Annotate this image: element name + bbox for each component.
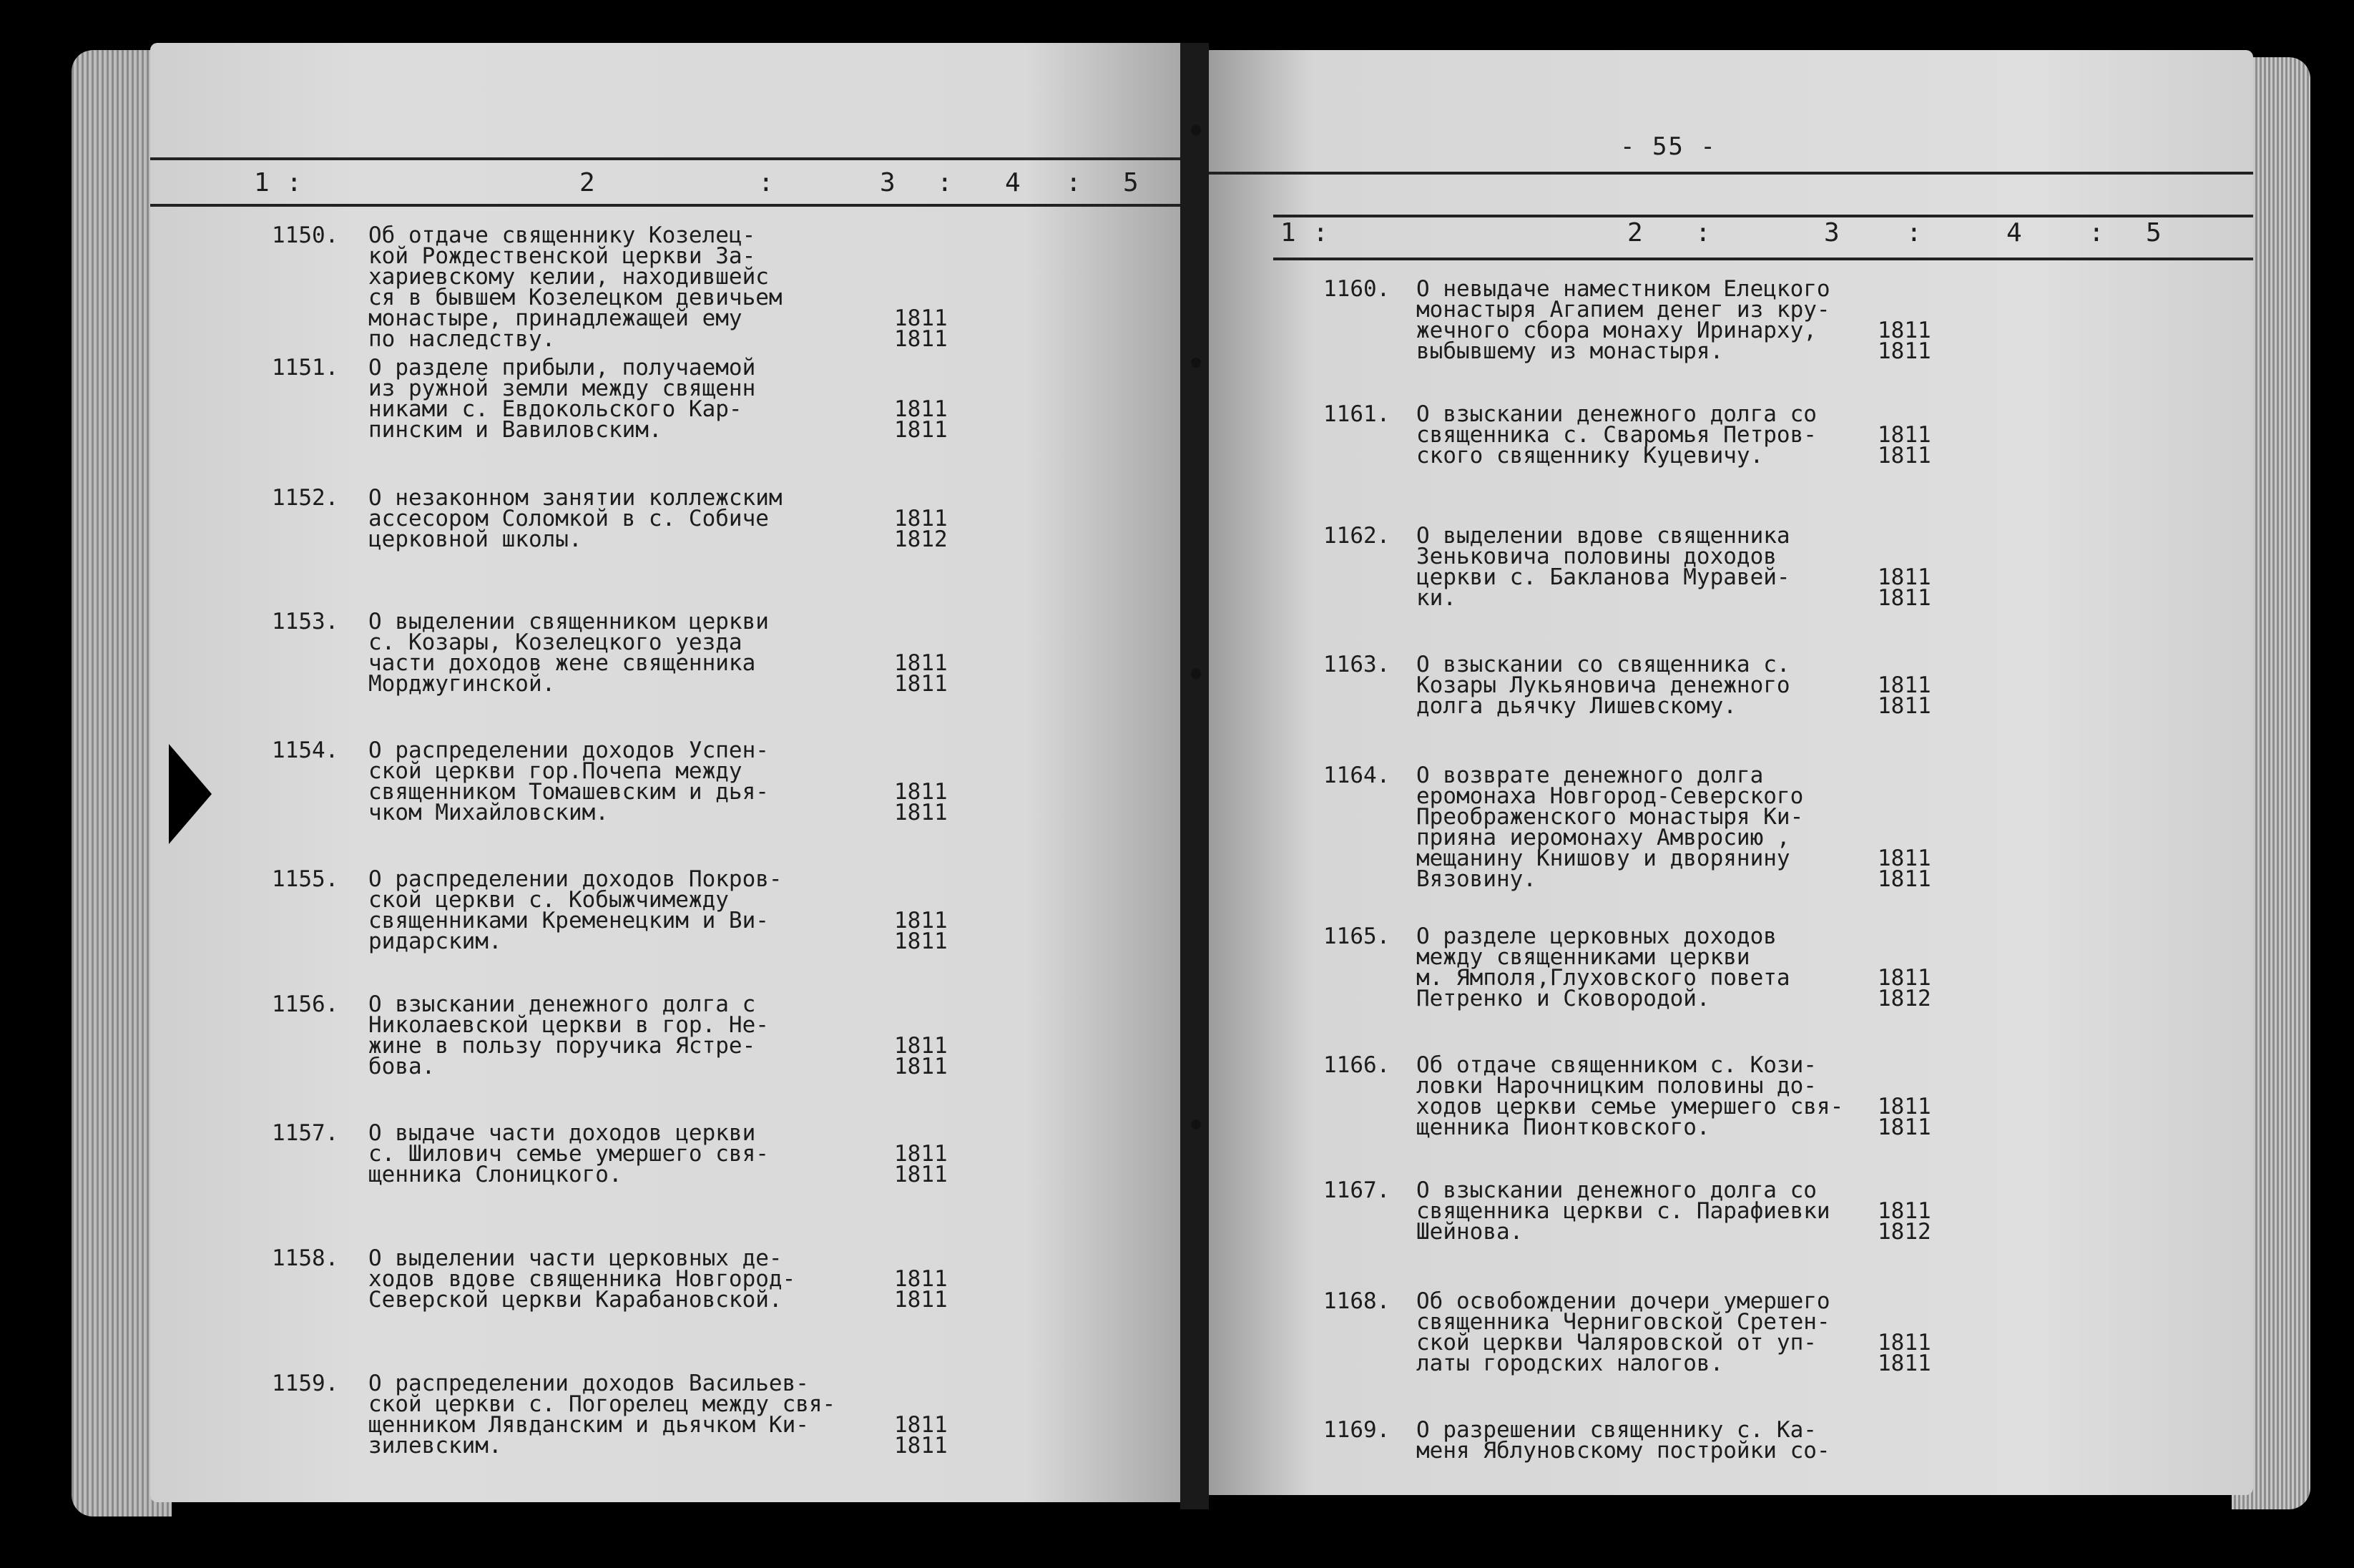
entry-years — [894, 396, 948, 443]
entry-years — [894, 1033, 948, 1079]
entry-line: О взыскании со священника с. — [1416, 652, 1790, 677]
entry-line: ловки Нарочницким половины до- — [1416, 1073, 1817, 1099]
entry-line: Северской церкви Карабановской. — [368, 1287, 783, 1313]
entry-line: О выделении части церковных де- — [368, 1245, 783, 1271]
entry-years — [894, 305, 948, 352]
col-5-header: 5 — [1123, 168, 1139, 197]
entry-line: О распределении доходов Покров- — [368, 866, 783, 892]
entry-years — [894, 1266, 948, 1313]
entry-years — [894, 506, 948, 552]
year-start: 1811 — [1878, 318, 1931, 343]
entry-number: 1154. — [272, 738, 339, 763]
binding-hole — [1191, 125, 1201, 135]
entry-line: меня Яблуновскому постройки со- — [1416, 1438, 1830, 1464]
entry-number: 1156. — [272, 991, 339, 1017]
entry-line: Шейнова. — [1416, 1219, 1524, 1245]
entry-line: О разрешении священнику с. Ка- — [1416, 1417, 1817, 1443]
year-end: 1811 — [894, 800, 948, 825]
col-4-header: 4 — [1005, 168, 1021, 197]
entry-number: 1160. — [1323, 276, 1391, 302]
entry-line: О незаконном занятии коллежским — [368, 485, 783, 511]
right-page — [1209, 50, 2253, 1495]
entry-line: ской церкви Чаляровской от уп- — [1416, 1330, 1817, 1356]
entry-description — [1416, 1417, 1830, 1464]
entry-line: О выделении вдове священника — [1416, 523, 1790, 549]
entry-number: 1162. — [1323, 523, 1391, 549]
year-end: 1811 — [1878, 866, 1931, 892]
entry-years — [1878, 422, 1931, 469]
entry-line: м. Ямполя,Глуховского повета — [1416, 965, 1790, 991]
col-5-header: 5 — [2146, 218, 2162, 248]
entry-number: 1159. — [272, 1371, 339, 1396]
binding-hole — [1191, 358, 1201, 368]
entry-line: ходов церкви семье умершего свя- — [1416, 1094, 1844, 1119]
year-start: 1811 — [1878, 672, 1931, 698]
year-start: 1811 — [1878, 1198, 1931, 1224]
entry-description — [368, 866, 783, 954]
year-start: 1811 — [894, 1141, 948, 1167]
entry-description — [1416, 1288, 1830, 1376]
year-end: 1812 — [894, 526, 948, 552]
year-start: 1811 — [1878, 965, 1931, 991]
year-start: 1811 — [894, 1412, 948, 1438]
year-start: 1811 — [1878, 564, 1931, 590]
year-end: 1811 — [894, 326, 948, 352]
entry-description — [1416, 276, 1830, 364]
entry-line: долга дьячку Лишевскому. — [1416, 693, 1737, 719]
entry-line: прияна иеромонаху Амвросию , — [1416, 825, 1790, 851]
year-start: 1811 — [894, 779, 948, 805]
entry-line: священниками Кременецким и Ви- — [368, 908, 769, 934]
entry-line: О распределении доходов Васильев- — [368, 1371, 809, 1396]
entry-description — [368, 740, 769, 823]
entry-description — [368, 609, 769, 697]
entry-years — [1878, 1198, 1931, 1245]
entry-number: 1164. — [1323, 763, 1391, 788]
entry-line: О разделе прибыли, получаемой — [368, 355, 756, 381]
entry-line: мещанину Книшову и дворянину — [1416, 846, 1790, 871]
entry-line: ходов вдове священника Новгород- — [368, 1266, 796, 1292]
entry-line: О взыскании денежного долга с — [368, 991, 756, 1017]
year-start: 1811 — [1878, 1330, 1931, 1356]
shadow-wedge — [169, 744, 212, 844]
entry-number: 1158. — [272, 1245, 339, 1271]
entry-description — [1416, 765, 1803, 890]
entry-number: 1161. — [1323, 401, 1391, 427]
entry-line: бова. — [368, 1054, 436, 1079]
year-end: 1811 — [894, 1054, 948, 1079]
header-rule-top — [150, 157, 1180, 160]
entry-line: с. Козары, Козелецкого уезда — [368, 629, 742, 655]
entry-number: 1165. — [1323, 923, 1391, 949]
year-end: 1811 — [894, 1162, 948, 1187]
entry-number: 1163. — [1323, 652, 1391, 677]
entry-line: Морджугинской. — [368, 671, 556, 697]
entry-line: О выделении священником церкви — [368, 609, 769, 634]
entry-description — [1416, 652, 1790, 719]
entry-line: О возврате денежного долга — [1416, 763, 1764, 788]
book-gutter — [1180, 43, 1209, 1509]
col-1-header: 1 : — [254, 168, 303, 197]
col-2-header: 2 — [579, 168, 596, 197]
year-end: 1811 — [894, 671, 948, 697]
entry-line: Об отдаче священнику Козелец- — [368, 222, 756, 248]
entry-number: 1168. — [1323, 1288, 1391, 1314]
entry-years — [1878, 1094, 1931, 1140]
year-start: 1811 — [894, 305, 948, 331]
entry-number: 1151. — [272, 355, 339, 381]
col-3-header: 3 — [880, 168, 896, 197]
entry-line: с. Шилович семье умершего свя- — [368, 1141, 769, 1167]
entry-number: 1166. — [1323, 1052, 1391, 1078]
entry-description — [368, 355, 756, 443]
entry-line: между священниками церкви — [1416, 944, 1750, 970]
year-start: 1811 — [894, 1266, 948, 1292]
entry-years — [1878, 672, 1931, 719]
col-sep: : — [1066, 168, 1082, 197]
entry-line: хариевскому келии, находившейс — [368, 264, 769, 290]
entry-years — [894, 650, 948, 697]
col-2-header: 2 — [1627, 218, 1644, 248]
entry-line: ской церкви гор.Почепа между — [368, 758, 742, 784]
header-rule-bottom — [1273, 258, 2253, 260]
entry-years — [894, 908, 948, 954]
entry-line: священника Черниговской Сретен- — [1416, 1309, 1830, 1335]
entry-line: ассесором Соломкой в с. Собиче — [368, 506, 769, 531]
entry-description — [1416, 401, 1817, 469]
entry-line: латы городских налогов. — [1416, 1351, 1724, 1376]
year-end: 1811 — [894, 417, 948, 443]
year-end: 1811 — [894, 1287, 948, 1313]
entry-years — [894, 779, 948, 825]
entry-years — [894, 1141, 948, 1187]
entry-line: церкви с. Бакланова Муравей- — [1416, 564, 1790, 590]
binding-hole — [1191, 1119, 1201, 1130]
entry-line: выбывшему из монастыря. — [1416, 338, 1724, 364]
header-rule-mid — [1273, 215, 2253, 217]
entry-line: ской церкви с. Кобыжчимежду — [368, 887, 729, 913]
year-end: 1812 — [1878, 986, 1931, 1011]
entry-number: 1157. — [272, 1120, 339, 1146]
entry-description — [368, 222, 783, 352]
year-start: 1811 — [1878, 846, 1931, 871]
entry-line: зилевским. — [368, 1433, 502, 1459]
entry-years — [1878, 965, 1931, 1011]
entry-years — [1878, 320, 1931, 362]
col-sep: : — [758, 168, 775, 197]
entry-line: О взыскании денежного долга со — [1416, 1177, 1817, 1203]
entry-description — [368, 1371, 836, 1459]
entry-line: жечного сбора монаху Иринарху, — [1416, 318, 1817, 343]
year-start: 1811 — [1878, 1094, 1931, 1119]
year-end: 1811 — [1878, 1351, 1931, 1376]
left-page — [150, 43, 1180, 1502]
entry-number: 1169. — [1323, 1417, 1391, 1443]
entry-line: по наследству. — [368, 326, 556, 352]
entry-number: 1167. — [1323, 1177, 1391, 1203]
year-start: 1811 — [894, 396, 948, 422]
year-end: 1811 — [1878, 1114, 1931, 1140]
entry-description — [368, 1245, 796, 1313]
col-sep: : — [1695, 218, 1712, 248]
col-sep: : — [937, 168, 953, 197]
entry-line: ского священнику Куцевичу. — [1416, 443, 1764, 469]
entry-line: священником Томашевским и дья- — [368, 779, 769, 805]
year-end: 1811 — [1878, 693, 1931, 719]
entry-years — [894, 1412, 948, 1459]
entry-line: Петренко и Сковородой. — [1416, 986, 1710, 1011]
entry-line: Зеньковича половины доходов — [1416, 544, 1777, 569]
col-3-header: 3 — [1824, 218, 1840, 248]
entry-line: ридарским. — [368, 928, 502, 954]
entry-years — [1878, 564, 1931, 611]
entry-description — [1416, 523, 1790, 611]
binding-hole — [1191, 669, 1201, 679]
entry-line: чком Михайловским. — [368, 800, 609, 825]
entry-line: ся в бывшем Козелецком девичьем — [368, 285, 783, 310]
year-start: 1811 — [894, 650, 948, 676]
entry-line: церковной школы. — [368, 526, 582, 552]
entry-number: 1153. — [272, 609, 339, 634]
entry-line: О распределении доходов Успен- — [368, 738, 769, 763]
col-sep: : — [2089, 218, 2105, 248]
year-start: 1811 — [894, 1033, 948, 1059]
entry-line: священника церкви с. Парафиевки — [1416, 1198, 1830, 1224]
year-start: 1811 — [894, 506, 948, 531]
year-end: 1811 — [894, 1433, 948, 1459]
entry-description — [1416, 923, 1790, 1011]
entry-line: монастыре, принадлежащей ему — [368, 305, 742, 331]
year-end: 1811 — [1878, 443, 1931, 469]
entry-description — [1416, 1177, 1830, 1245]
entry-line: из ружной земли между священн — [368, 376, 756, 401]
entry-line: Об отдаче священником с. Кози- — [1416, 1052, 1817, 1078]
entry-description — [368, 1120, 769, 1187]
entry-line: О разделе церковных доходов — [1416, 923, 1777, 949]
year-end: 1811 — [1878, 585, 1931, 611]
entry-line: Преображенского монастыря Ки- — [1416, 804, 1804, 830]
entry-line: ской церкви с. Погорелец между свя- — [368, 1391, 836, 1417]
entry-line: пинским и Вавиловским. — [368, 417, 662, 443]
entry-line: кой Рождественской церкви За- — [368, 243, 756, 269]
header-rule-bottom — [150, 204, 1180, 207]
entry-years — [1878, 1330, 1931, 1376]
col-1-header: 1 : — [1280, 218, 1330, 248]
entry-line: Об освобождении дочери умершего — [1416, 1288, 1830, 1314]
entry-line: щенника Пионтковского. — [1416, 1114, 1710, 1140]
year-end: 1812 — [1878, 1219, 1931, 1245]
entry-line: Козары Лукьяновича денежного — [1416, 672, 1790, 698]
entry-line: части доходов жене священника — [368, 650, 756, 676]
right-page-number: - 55 - — [1620, 132, 1717, 161]
entry-number: 1150. — [272, 222, 339, 248]
entry-line: еромонаха Новгород-Северского — [1416, 783, 1804, 809]
entry-line: О выдаче части доходов церкви — [368, 1120, 756, 1146]
col-4-header: 4 — [2006, 218, 2023, 248]
entry-number: 1155. — [272, 866, 339, 892]
entry-years — [1878, 848, 1931, 890]
entry-line: Николаевской церкви в гор. Не- — [368, 1012, 769, 1038]
year-start: 1811 — [894, 908, 948, 934]
entry-number: 1152. — [272, 485, 339, 511]
year-start: 1811 — [1878, 422, 1931, 448]
entry-description — [1416, 1052, 1844, 1140]
entry-line: жине в пользу поручика Ястре- — [368, 1033, 756, 1059]
year-end: 1811 — [894, 928, 948, 954]
entry-line: О невыдаче наместником Елецкого — [1416, 276, 1830, 302]
entry-line: ки. — [1416, 585, 1456, 611]
entry-line: О взыскании денежного долга со — [1416, 401, 1817, 427]
entry-description — [368, 991, 769, 1079]
col-sep: : — [1906, 218, 1923, 248]
header-rule-top — [1209, 172, 2253, 175]
entry-description — [368, 485, 783, 552]
entry-line: священника с. Сваромья Петров- — [1416, 422, 1817, 448]
year-end: 1811 — [1878, 338, 1931, 364]
entry-line: щенником Лявданским и дьячком Ки- — [368, 1412, 809, 1438]
entry-line: щенника Слоницкого. — [368, 1162, 622, 1187]
entry-line: Вязовину. — [1416, 866, 1536, 892]
entry-line: монастыря Агапием денег из кру- — [1416, 297, 1830, 323]
entry-line: никами с. Евдокольского Кар- — [368, 396, 742, 422]
